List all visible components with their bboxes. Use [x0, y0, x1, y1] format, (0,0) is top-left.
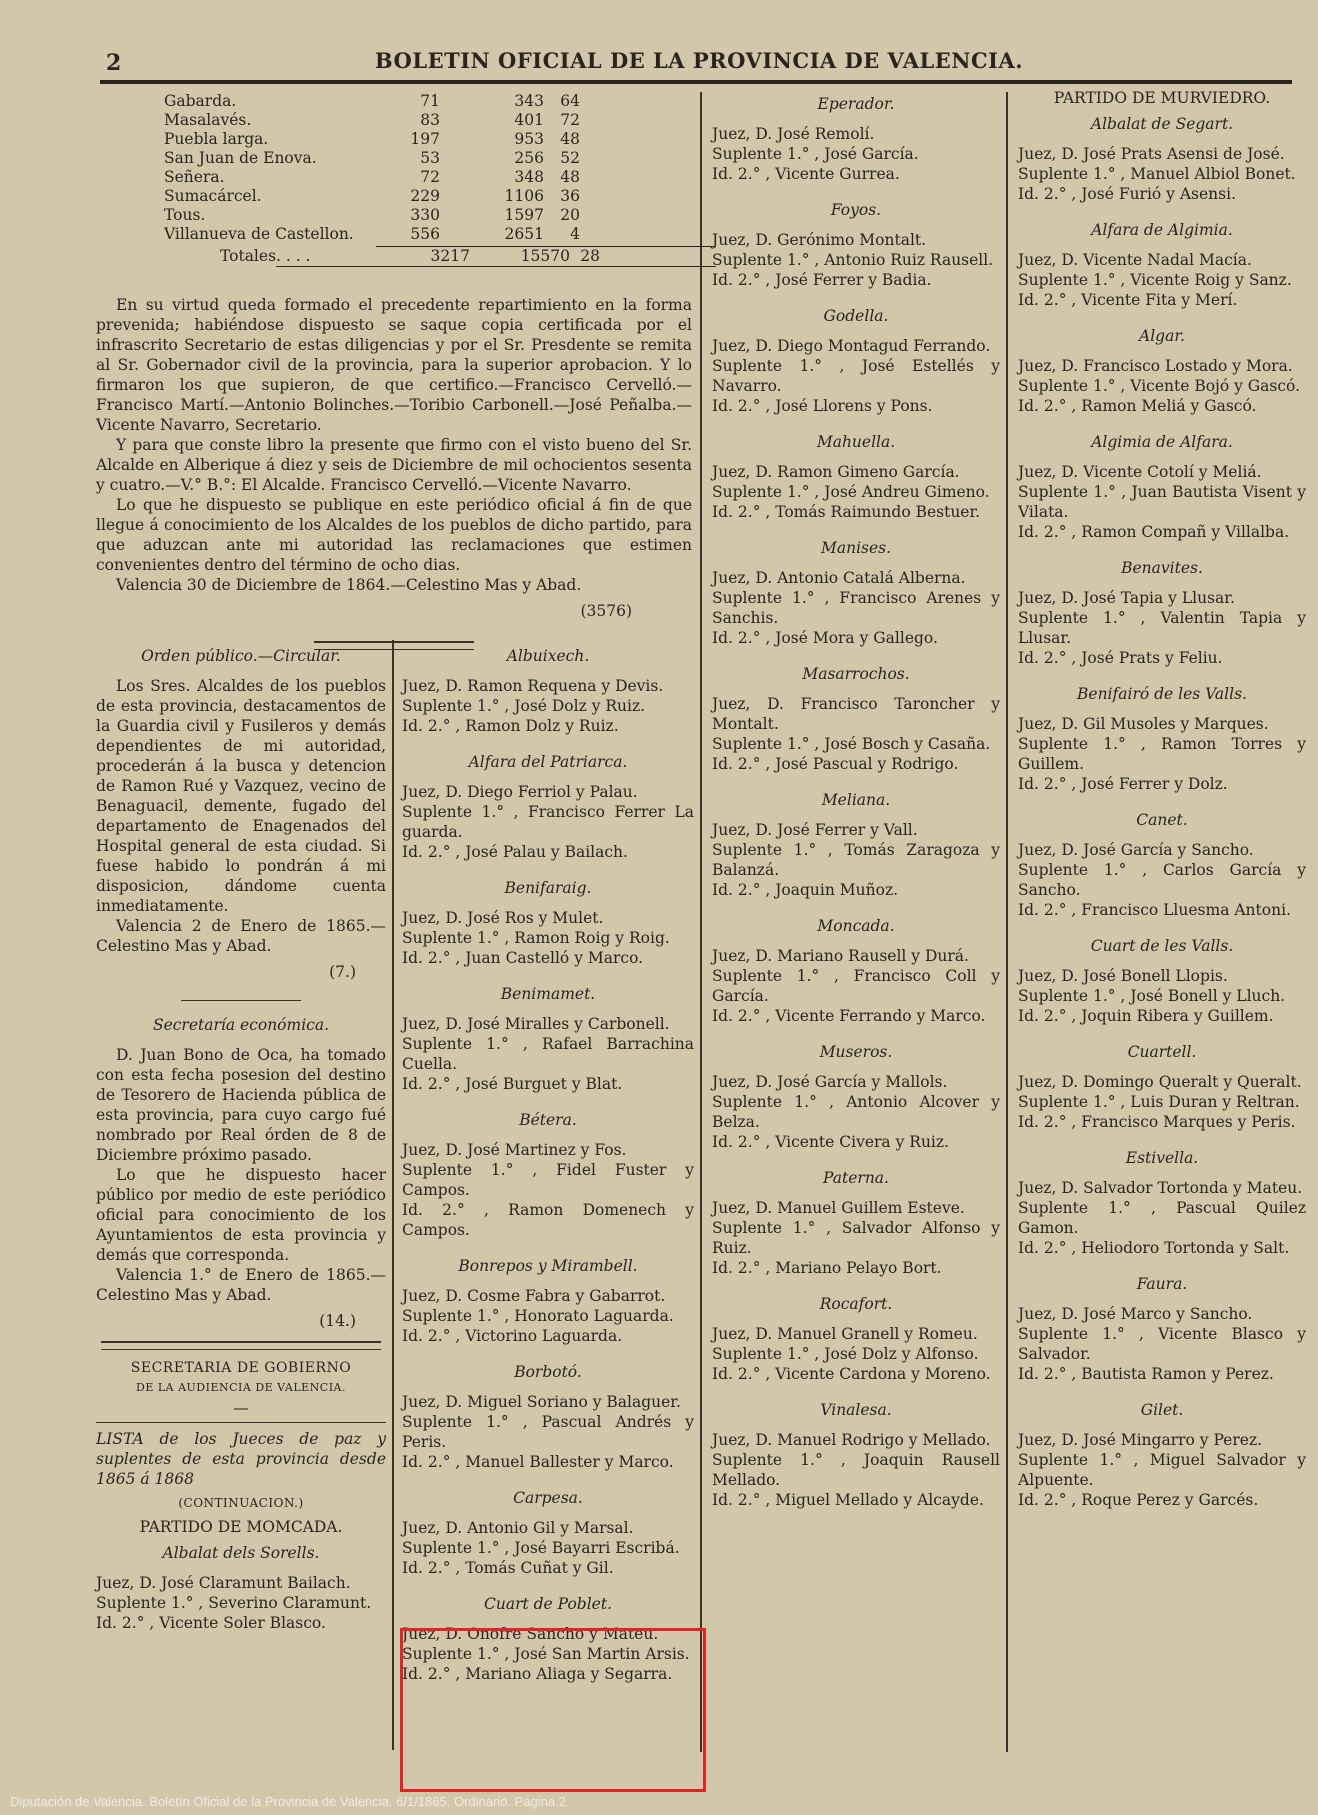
value-a: 53: [420, 149, 440, 167]
value-b: 953: [514, 130, 544, 148]
town-title: Manises.: [820, 539, 892, 557]
column-4: [1018, 88, 1306, 1526]
column-2: [402, 640, 694, 1700]
town-title: Albalat dels Sorells.: [162, 1544, 320, 1562]
judge-line: Juez, D. Manuel Rodrigo y Mellado.: [712, 1431, 991, 1449]
substitute-1-line: Suplente 1.° , Joaquin Rausell Mellado.: [712, 1451, 1000, 1489]
substitute-2-line: Id. 2.° , Vicente Gurrea.: [712, 165, 900, 183]
totals-b: 15570: [520, 247, 570, 265]
intro-text: [96, 295, 692, 621]
judge-line: Juez, D. Domingo Queralt y Queralt.: [1018, 1073, 1302, 1091]
totals-row: [164, 247, 600, 266]
judge-entry: [712, 94, 1000, 184]
town-title: Benifaraig.: [504, 879, 592, 897]
totals-c: 28: [580, 247, 600, 265]
town-name: Gabarda.: [164, 92, 237, 110]
judge-entry: [402, 1110, 694, 1240]
judge-line: Juez, D. José Bonell Llopis.: [1018, 967, 1228, 985]
substitute-1-line: Suplente 1.° , José San Martin Arsis.: [402, 1645, 690, 1663]
town-title: Canet.: [1136, 811, 1188, 829]
town-title: Godella.: [823, 307, 889, 325]
judge-line: Juez, D. Mariano Rausell y Durá.: [712, 947, 969, 965]
substitute-2-line: Id. 2.° , Ramon Meliá y Gascó.: [1018, 397, 1257, 415]
page-header: [100, 44, 1298, 78]
judge-line: Juez, D. Vicente Nadal Macía.: [1018, 251, 1252, 269]
judge-entry: [402, 878, 694, 968]
judge-entry: [712, 916, 1000, 1026]
audiencia-line2: DE LA AUDIENCIA DE VALENCIA.: [136, 1381, 346, 1394]
column-divider-2: [1006, 92, 1008, 1752]
table-row: [164, 92, 580, 111]
judge-entry: [402, 646, 694, 736]
judge-entry: [712, 306, 1000, 416]
town-title: Bétera.: [519, 1111, 577, 1129]
judge-entry: [712, 664, 1000, 774]
table-row: [164, 187, 580, 206]
substitute-2-line: Id. 2.° , Ramon Compañ y Villalba.: [1018, 523, 1290, 541]
town-title: Meliana.: [821, 791, 891, 809]
totals-bottom-rule: [276, 266, 716, 267]
substitute-2-line: Id. 2.° , Francisco Lluesma Antoni.: [1018, 901, 1291, 919]
value-c: 52: [560, 149, 580, 167]
table-row: [164, 111, 580, 130]
substitute-1-line: Suplente 1.° , Luis Duran y Reltran.: [1018, 1093, 1300, 1111]
substitute-1-line: Suplente 1.° , José Bosch y Casaña.: [712, 735, 991, 753]
value-c: 48: [560, 130, 580, 148]
substitute-2-line: Id. 2.° , Vicente Cardona y Moreno.: [712, 1365, 991, 1383]
town-title: Benavites.: [1121, 559, 1203, 577]
town-name: Puebla larga.: [164, 130, 269, 148]
substitute-1-line: Suplente 1.° , Antonio Alcover y Belza.: [712, 1093, 1000, 1131]
town-title: Vinalesa.: [820, 1401, 892, 1419]
value-a: 330: [410, 206, 440, 224]
substitute-1-line: Suplente 1.° , José Estellés y Navarro.: [712, 357, 1000, 395]
value-a: 556: [410, 225, 440, 243]
judge-entry: [1018, 326, 1306, 416]
table-row: [164, 149, 580, 168]
partido-moncada: PARTIDO DE MOMCADA.: [139, 1518, 343, 1536]
substitute-1-line: Suplente 1.° , Francisco Coll y García.: [712, 967, 1000, 1005]
orden-p2: Valencia 2 de Enero de 1865.—Celestino Mas y Abad.: [96, 917, 386, 955]
town-title: Estivella.: [1125, 1149, 1199, 1167]
judge-entry: [402, 1362, 694, 1472]
town-title: Benimamet.: [500, 985, 596, 1003]
value-c: 48: [560, 168, 580, 186]
substitute-2-line: Id. 2.° , Ramon Dolz y Ruiz.: [402, 717, 619, 735]
town-title: Rocafort.: [819, 1295, 893, 1313]
substitute-1-line: Suplente 1.° , Miguel Salvador y Alpuente.: [1018, 1451, 1306, 1489]
substitute-2-line: Id. 2.° , Vicente Ferrando y Marco.: [712, 1007, 986, 1025]
substitute-2-line: Id. 2.° , José Burguet y Blat.: [402, 1075, 623, 1093]
substitute-2-line: Id. 2.° , José Furió y Asensi.: [1018, 185, 1237, 203]
substitute-1-line: Suplente 1.° , Pascual Andrés y Peris.: [402, 1413, 694, 1451]
value-b: 348: [514, 168, 544, 186]
judge-entry: [712, 1400, 1000, 1510]
judge-entry: [712, 790, 1000, 900]
value-b: 401: [514, 111, 544, 129]
town-title: Moncada.: [817, 917, 895, 935]
judge-entry: [402, 1256, 694, 1346]
town-title: Carpesa.: [513, 1489, 583, 1507]
value-c: 72: [560, 111, 580, 129]
substitute-1-line: Suplente 1.° , Francisco Arenes y Sanchis.: [712, 589, 1000, 627]
judge-entry: [1018, 114, 1306, 204]
judge-line: Juez, D. José Ferrer y Vall.: [712, 821, 918, 839]
town-title: Algar.: [1139, 327, 1185, 345]
judge-entry: [1018, 1400, 1306, 1510]
judge-entry: [96, 1543, 386, 1633]
secretaria-ref: (14.): [319, 1312, 356, 1330]
judge-entry: [1018, 1042, 1306, 1132]
judge-line: Juez, D. Diego Ferriol y Palau.: [402, 783, 638, 801]
substitute-1-line: Suplente 1.° , José Bayarri Escribá.: [402, 1539, 680, 1557]
substitute-1-line: Suplente 1.° , Rafael Barrachina Cuella.: [402, 1035, 694, 1073]
town-name: Señera.: [164, 168, 225, 186]
column-divider-1: [700, 92, 702, 1752]
judge-line: Juez, D. Diego Montagud Ferrando.: [712, 337, 991, 355]
judge-line: Juez, D. Francisco Taroncher y Montalt.: [712, 695, 1000, 733]
judge-line: Juez, D. Salvador Tortonda y Mateu.: [1018, 1179, 1303, 1197]
header-rule: [100, 80, 1292, 84]
judge-line: Juez, D. Vicente Cotolí y Meliá.: [1018, 463, 1262, 481]
secretaria-p3: Valencia 1.° de Enero de 1865.—Celestino Mas y Abad.: [96, 1266, 386, 1304]
value-a: 72: [420, 168, 440, 186]
value-b: 343: [514, 92, 544, 110]
substitute-2-line: Id. 2.° , José Ferrer y Dolz.: [1018, 775, 1228, 793]
judge-line: Juez, D. José Miralles y Carbonell.: [402, 1015, 670, 1033]
substitute-2-line: Id. 2.° , José Prats y Feliu.: [1018, 649, 1223, 667]
town-title: Albuixech.: [506, 647, 590, 665]
substitute-2-line: Id. 2.° , Joaquin Muñoz.: [712, 881, 899, 899]
judge-line: Juez, D. Onofre Sancho y Mateu.: [402, 1625, 659, 1643]
repartimiento-table: [164, 92, 580, 244]
judge-line: Juez, D. José Ros y Mulet.: [402, 909, 604, 927]
town-title: Cuart de les Valls.: [1090, 937, 1234, 955]
value-c: 64: [560, 92, 580, 110]
value-c: 20: [560, 206, 580, 224]
substitute-2-line: Id. 2.° , Manuel Ballester y Marco.: [402, 1453, 674, 1471]
judge-line: Juez, D. Gil Musoles y Marques.: [1018, 715, 1269, 733]
judge-entry: [402, 752, 694, 862]
totals-label: Totales. . . .: [220, 247, 311, 265]
substitute-1-line: Suplente 1.° , Francisco Ferrer La guarda.: [402, 803, 694, 841]
value-b: 2651: [504, 225, 544, 243]
judge-entry: [712, 538, 1000, 648]
substitute-2-line: Id. 2.° , Mariano Aliaga y Segarra.: [402, 1665, 673, 1683]
town-name: Tous.: [164, 206, 206, 224]
judge-entry: [1018, 558, 1306, 668]
town-title: Algimia de Alfara.: [1091, 433, 1233, 451]
orden-ref: (7.): [329, 963, 356, 981]
substitute-1-line: Suplente 1.° , Vicente Roig y Sanz.: [1018, 271, 1292, 289]
judge-entry: [1018, 684, 1306, 794]
substitute-1-line: Suplente 1.° , José Andreu Gimeno.: [712, 483, 990, 501]
substitute-1-line: Suplente 1.° , José Dolz y Ruiz.: [402, 697, 646, 715]
substitute-1-line: Suplente 1.° , Fidel Fuster y Campos.: [402, 1161, 694, 1199]
intro-p1: En su virtud queda formado el precedente repartimiento en la forma prevenida; habiéndose dispuesto se saque copia certificada por el infrascrito Secretario de estas diligencias y por el Sr. Presdente se remita al Sr. Gobernador civil de la provincia, para la superior aprobacion. Y lo firmaron los que supieron, de que certifico.—Francisco Cervelló.—Francisco Martí.—Antonio Bolinches.—Toribio Carbonell.—José Peñalba.—Vicente Navarro, Secretario.: [96, 296, 692, 434]
substitute-1-line: Suplente 1.° , Salvador Alfonso y Ruiz.: [712, 1219, 1000, 1257]
table-row: [164, 130, 580, 149]
top-left-block: [96, 92, 692, 650]
substitute-2-line: Id. 2.° , Vicente Fita y Merí.: [1018, 291, 1238, 309]
substitute-2-line: Id. 2.° , José Mora y Gallego.: [712, 629, 938, 647]
substitute-2-line: Id. 2.° , Tomás Raimundo Bestuer.: [712, 503, 981, 521]
judge-entry: [712, 1042, 1000, 1152]
table-row: [164, 168, 580, 187]
substitute-1-line: Suplente 1.° , Severino Claramunt.: [96, 1594, 372, 1612]
substitute-2-line: Id. 2.° , José Llorens y Pons.: [712, 397, 933, 415]
value-c: 4: [570, 225, 580, 243]
intro-ref: (3576): [580, 602, 632, 620]
page-title: BOLETIN OFICIAL DE LA PROVINCIA DE VALENCIA.: [374, 48, 1024, 73]
audiencia-rule: [96, 1422, 386, 1423]
totals-a: 3217: [430, 247, 470, 265]
town-title: Alfara del Patriarca.: [468, 753, 628, 771]
judge-entry: [1018, 1274, 1306, 1384]
page-number: 2: [106, 50, 122, 76]
substitute-2-line: Id. 2.° , Roque Perez y Garcés.: [1018, 1491, 1259, 1509]
judge-line: Juez, D. Francisco Lostado y Mora.: [1018, 357, 1293, 375]
table-row: [164, 206, 580, 225]
town-title: Eperador.: [817, 95, 895, 113]
intro-p2: Y para que conste libro la presente que firmo con el visto bueno del Sr. Alcalde en Alberique á diez y seis de Diciembre de mil ochocientos sesenta y cuatro.—V.° B.°: El Alcalde. Francisco Cervelló.—Vicente Navarro.: [96, 436, 692, 494]
town-title: Masarrochos.: [802, 665, 910, 683]
substitute-1-line: Suplente 1.° , José García.: [712, 145, 919, 163]
judge-line: Juez, D. Manuel Granell y Romeu.: [712, 1325, 978, 1343]
judge-entry: [1018, 936, 1306, 1026]
value-a: 197: [410, 130, 440, 148]
judge-line: Juez, D. Antonio Catalá Alberna.: [712, 569, 966, 587]
substitute-2-line: Id. 2.° , Joquin Ribera y Guillem.: [1018, 1007, 1274, 1025]
town-title: Alfara de Algimia.: [1091, 221, 1233, 239]
judge-entry: [712, 1168, 1000, 1278]
substitute-1-line: Suplente 1.° , Manuel Albiol Bonet.: [1018, 165, 1296, 183]
substitute-2-line: Id. 2.° , Francisco Marques y Peris.: [1018, 1113, 1296, 1131]
orden-title: Orden público.—Circular.: [141, 647, 341, 665]
town-title: Bonrepos y Mirambell.: [458, 1257, 638, 1275]
town-name: Masalavés.: [164, 111, 252, 129]
substitute-2-line: Id. 2.° , Tomás Cuñat y Gil.: [402, 1559, 614, 1577]
judge-line: Juez, D. Ramon Requena y Devis.: [402, 677, 664, 695]
town-name: San Juan de Enova.: [164, 149, 317, 167]
substitute-1-line: Suplente 1.° , Honorato Laguarda.: [402, 1307, 674, 1325]
judge-entry: [1018, 1148, 1306, 1258]
judge-entry: [1018, 810, 1306, 920]
audiencia-dash: —: [233, 1399, 249, 1417]
secretaria-title: Secretaría económica.: [152, 1016, 330, 1034]
judge-line: Juez, D. José Marco y Sancho.: [1018, 1305, 1253, 1323]
orden-p1: Los Sres. Alcaldes de los pueblos de esta provincia, destacamentos de la Guardia civil y Fusileros y demás dependientes de mi autoridad, procederán á la busca y detencion de Ramon Rué y Vazquez, vecino de Benaguacil, demente, fugado del departamento de Enagenados del Hospital general de esta ciudad. Si fuese habido lo pondrán á mi disposicion, dándome cuenta inmediatamente.: [96, 677, 386, 915]
value-c: 36: [560, 187, 580, 205]
intro-p4: Valencia 30 de Diciembre de 1864.—Celestino Mas y Abad.: [116, 576, 582, 594]
substitute-1-line: Suplente 1.° , Tomás Zaragoza y Balanzá.: [712, 841, 1000, 879]
substitute-2-line: Id. 2.° , José Pascual y Rodrigo.: [712, 755, 959, 773]
partido-murviedro: PARTIDO DE MURVIEDRO.: [1053, 89, 1271, 107]
value-b: 1106: [504, 187, 544, 205]
value-a: 71: [420, 92, 440, 110]
substitute-2-line: Id. 2.° , Ramon Domenech y Campos.: [402, 1201, 694, 1239]
judge-entry: [712, 200, 1000, 290]
judge-line: Juez, D. Gerónimo Montalt.: [712, 231, 927, 249]
judge-line: Juez, D. José Prats Asensi de José.: [1018, 145, 1285, 163]
town-title: Benifairó de les Valls.: [1077, 685, 1247, 703]
substitute-2-line: Id. 2.° , Miguel Mellado y Alcayde.: [712, 1491, 984, 1509]
substitute-2-line: Id. 2.° , Heliodoro Tortonda y Salt.: [1018, 1239, 1290, 1257]
judge-line: Juez, D. Miguel Soriano y Balaguer.: [402, 1393, 681, 1411]
substitute-2-line: Id. 2.° , Victorino Laguarda.: [402, 1327, 623, 1345]
secretaria-p2: Lo que he dispuesto hacer público por medio de este periódico oficial para conocimiento de los Ayuntamientos de esta provincia y demás que corresponda.: [96, 1166, 386, 1264]
substitute-2-line: Id. 2.° , Vicente Soler Blasco.: [96, 1614, 326, 1632]
town-name: Sumacárcel.: [164, 187, 262, 205]
judge-line: Juez, D. José Tapia y Llusar.: [1018, 589, 1235, 607]
value-a: 83: [420, 111, 440, 129]
judge-line: Juez, D. Cosme Fabra y Gabarrot.: [402, 1287, 666, 1305]
value-a: 229: [410, 187, 440, 205]
substitute-2-line: Id. 2.° , Vicente Civera y Ruiz.: [712, 1133, 949, 1151]
value-b: 256: [514, 149, 544, 167]
town-name: Villanueva de Castellon.: [164, 225, 354, 243]
judge-line: Juez, D. José Claramunt Bailach.: [96, 1574, 351, 1592]
column-3: [712, 88, 1000, 1526]
town-title: Mahuella.: [816, 433, 896, 451]
intro-p3: Lo que he dispuesto se publique en este periódico oficial á fin de que llegue á conocimiento de los Alcaldes de los pueblos de dicho partido, para que aduzcan ante mi autoridad las reclamaciones que estimen convenientes dentro del término de ocho dias.: [96, 496, 692, 574]
secretaria-p1: D. Juan Bono de Oca, ha tomado con esta fecha posesion del destino de Tesorero de Hacienda pública de esta provincia, para cuyo cargo fué nombrado por Real órden de 8 de Diciembre próximo pasado.: [96, 1046, 386, 1164]
secretaria-rule: [101, 1341, 381, 1350]
column-1: [96, 640, 386, 1649]
footer-citation: Diputación de Valencia. Boletín Oficial de la Provincia de Valencia. 6/1/1865. Ordinario. Página 2: [10, 1794, 566, 1809]
judge-line: Juez, D. Ramon Gimeno García.: [712, 463, 960, 481]
town-title: Cuartell.: [1127, 1043, 1197, 1061]
town-title: Foyos.: [830, 201, 882, 219]
town-title: Museros.: [819, 1043, 893, 1061]
judge-line: Juez, D. José Mingarro y Perez.: [1018, 1431, 1263, 1449]
judge-line: Juez, D. José García y Sancho.: [1018, 841, 1254, 859]
substitute-2-line: Id. 2.° , Bautista Ramon y Perez.: [1018, 1365, 1274, 1383]
substitute-2-line: Id. 2.° , José Palau y Bailach.: [402, 843, 628, 861]
substitute-1-line: Suplente 1.° , Ramon Roig y Roig.: [402, 929, 670, 947]
substitute-1-line: Suplente 1.° , Vicente Bojó y Gascó.: [1018, 377, 1301, 395]
judge-entry: [712, 1294, 1000, 1384]
town-title: Paterna.: [823, 1169, 889, 1187]
audiencia-line1: SECRETARIA DE GOBIERNO: [130, 1360, 352, 1376]
substitute-2-line: Id. 2.° , José Ferrer y Badia.: [712, 271, 932, 289]
judge-entry: [1018, 220, 1306, 310]
town-title: Cuart de Poblet.: [483, 1595, 612, 1613]
substitute-1-line: Suplente 1.° , Valentin Tapia y Llusar.: [1018, 609, 1306, 647]
judge-line: Juez, D. Manuel Guillem Esteve.: [712, 1199, 965, 1217]
judge-line: Juez, D. José García y Mallols.: [712, 1073, 948, 1091]
judge-entry: [402, 984, 694, 1094]
town-title: Albalat de Segart.: [1090, 115, 1234, 133]
judge-entry: [712, 432, 1000, 522]
substitute-1-line: Suplente 1.° , Vicente Blasco y Salvador.: [1018, 1325, 1306, 1363]
town-title: Faura.: [1136, 1275, 1188, 1293]
table-row: [164, 225, 580, 244]
column-divider-3: [392, 640, 394, 1750]
town-title: Borbotó.: [514, 1363, 582, 1381]
substitute-2-line: Id. 2.° , Juan Castelló y Marco.: [402, 949, 644, 967]
judge-entry: [1018, 432, 1306, 542]
judge-entry: [402, 1488, 694, 1578]
substitute-1-line: Suplente 1.° , Juan Bautista Visent y Vilata.: [1018, 483, 1306, 521]
substitute-1-line: Suplente 1.° , Antonio Ruiz Rausell.: [712, 251, 994, 269]
judge-line: Juez, D. Antonio Gil y Marsal.: [402, 1519, 634, 1537]
substitute-1-line: Suplente 1.° , Ramon Torres y Guillem.: [1018, 735, 1306, 773]
substitute-1-line: Suplente 1.° , Pascual Quilez Gamon.: [1018, 1199, 1306, 1237]
substitute-1-line: Suplente 1.° , José Bonell y Lluch.: [1018, 987, 1286, 1005]
substitute-1-line: Suplente 1.° , Carlos García y Sancho.: [1018, 861, 1306, 899]
highlight-box: [400, 1628, 706, 1792]
town-title: Gilet.: [1140, 1401, 1184, 1419]
judge-line: Juez, D. José Martinez y Fos.: [402, 1141, 627, 1159]
judge-line: Juez, D. José Remolí.: [712, 125, 875, 143]
list-title: LISTA de los Jueces de paz y suplentes de esta provincia desde 1865 á 1868: [96, 1430, 386, 1488]
substitute-2-line: Id. 2.° , Mariano Pelayo Bort.: [712, 1259, 942, 1277]
orden-rule: [181, 1000, 301, 1001]
substitute-1-line: Suplente 1.° , José Dolz y Alfonso.: [712, 1345, 979, 1363]
continuacion: (CONTINUACION.): [178, 1496, 304, 1510]
value-b: 1597: [504, 206, 544, 224]
